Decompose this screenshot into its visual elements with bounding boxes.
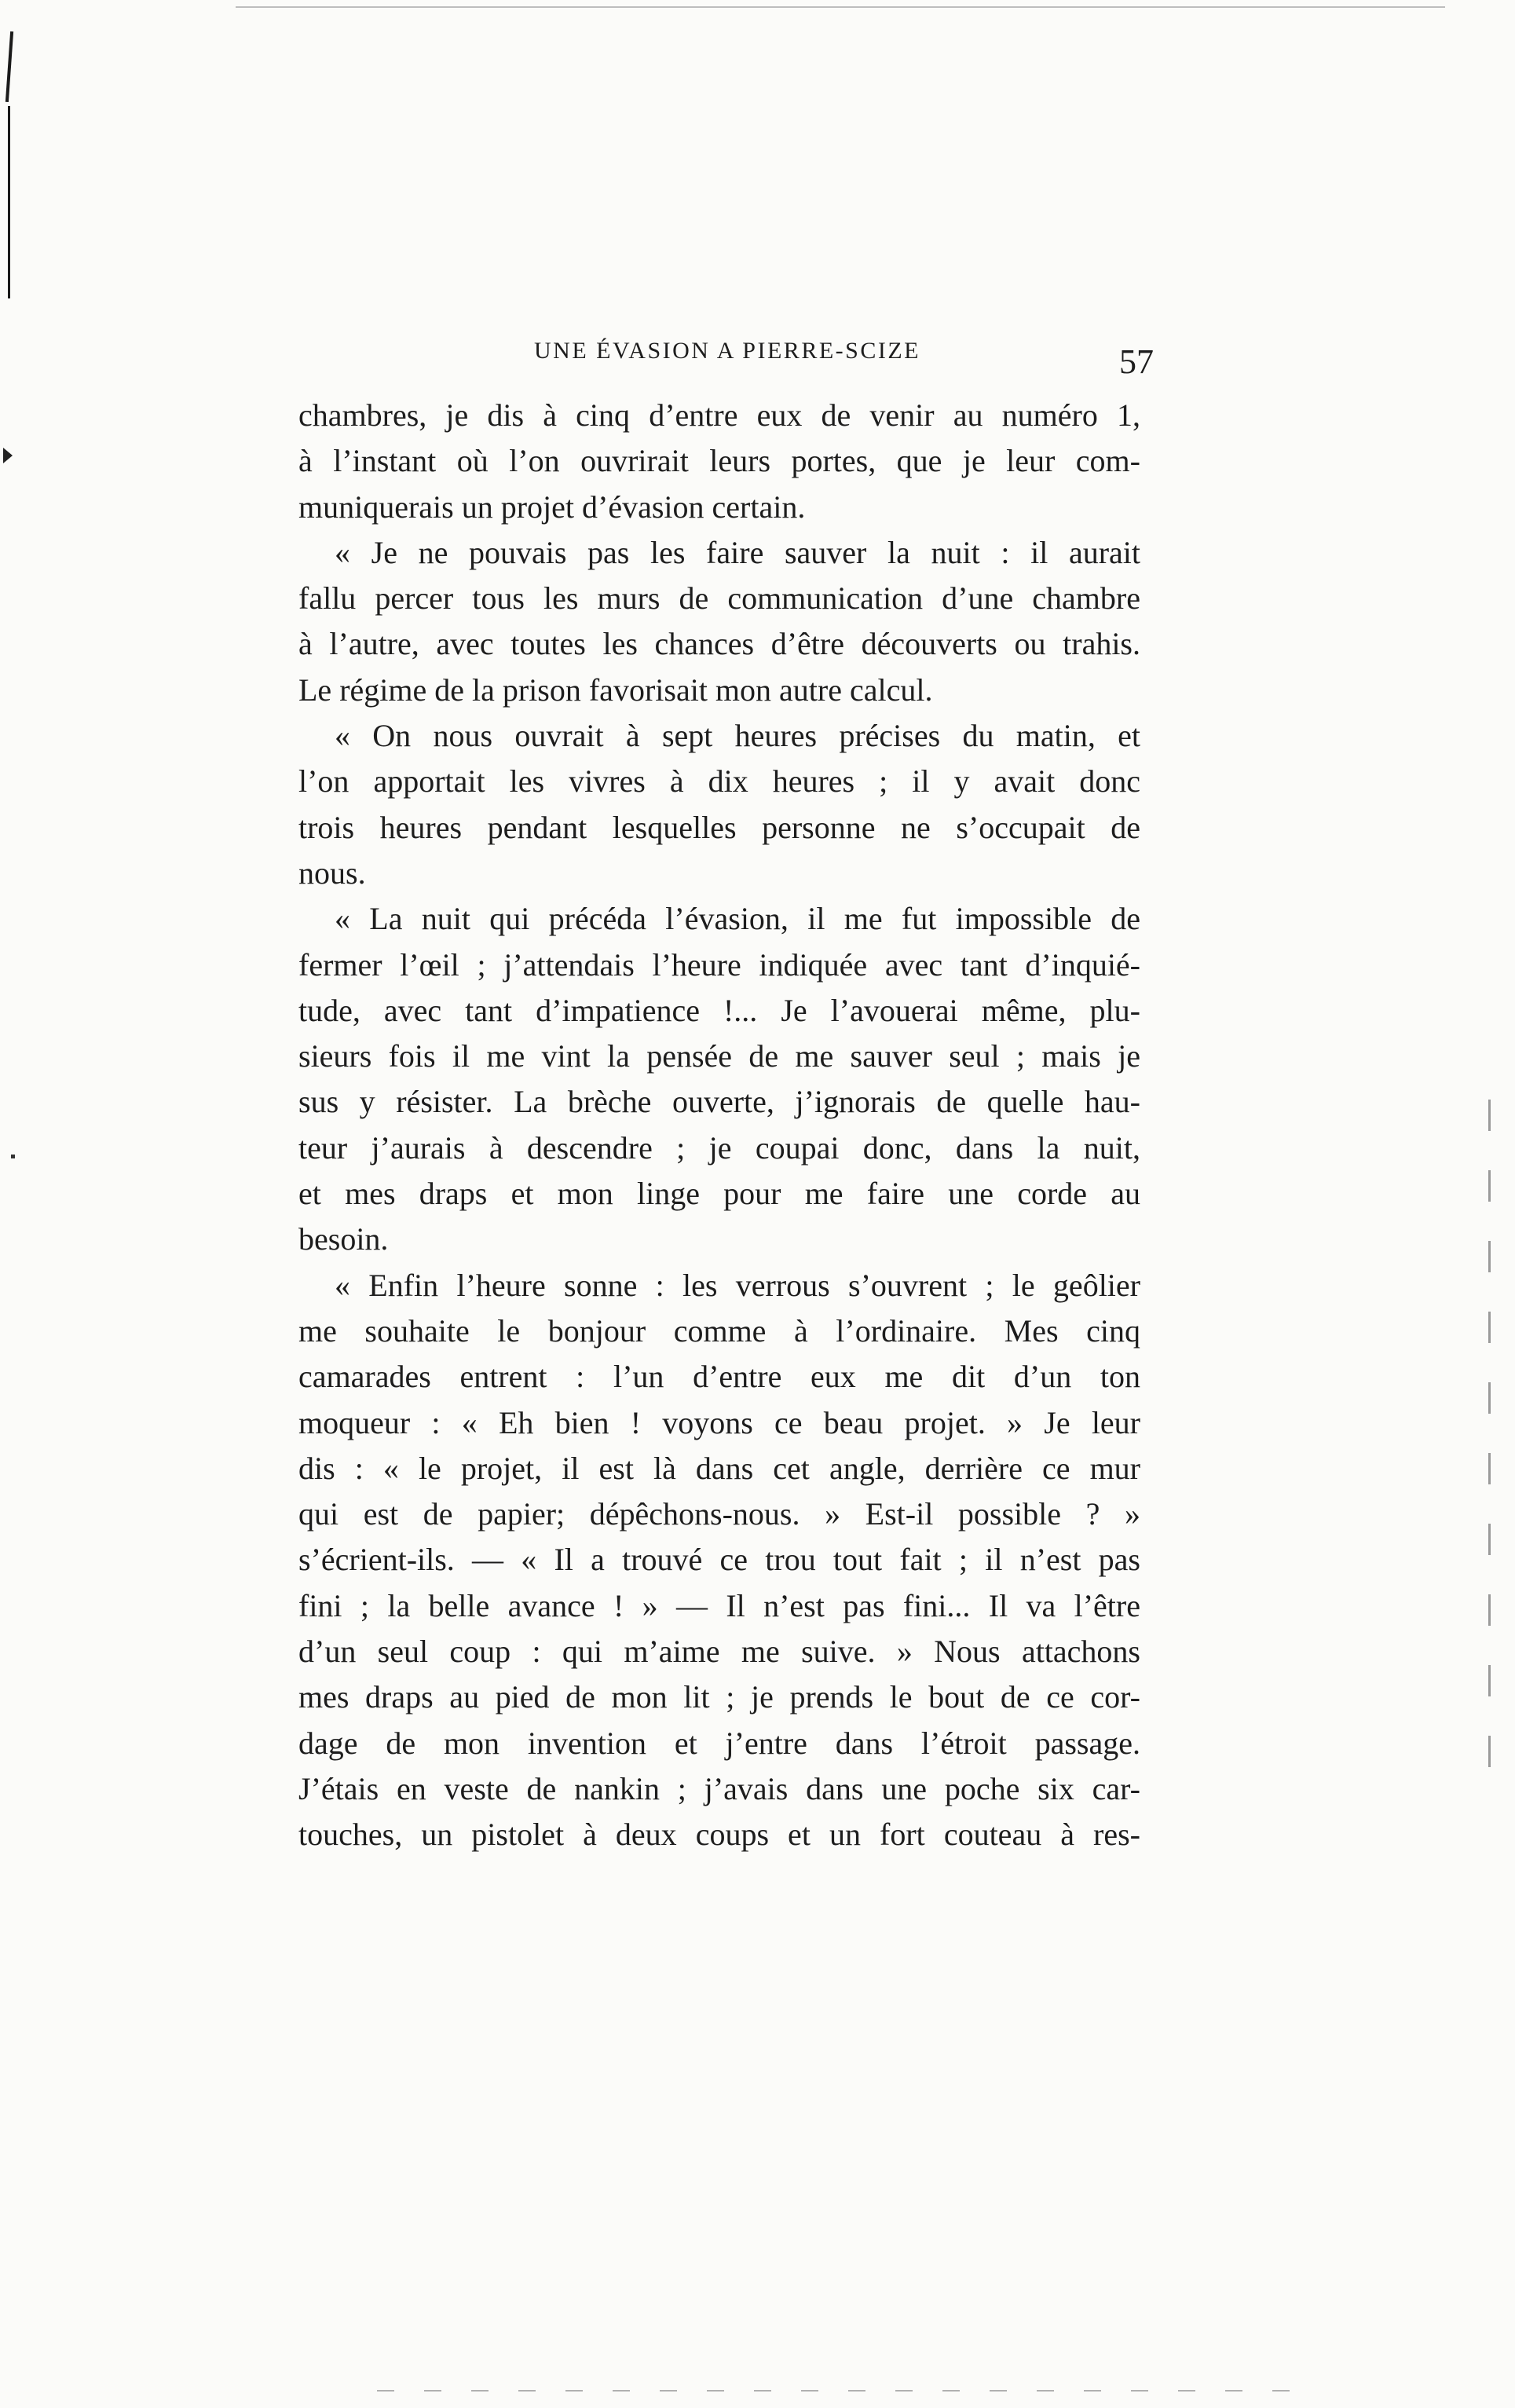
text-line: mes draps au pied de mon lit ; je prends le bout de ce cor-: [298, 1679, 1140, 1715]
text-line: tude, avec tant d’impatience !... Je l’avouerai même, plu-: [298, 992, 1140, 1028]
text-line: « On nous ouvrait à sept heures précises du matin, et: [335, 718, 1140, 754]
scan-right-edge: [1488, 1100, 1491, 1806]
margin-dot: [11, 1155, 15, 1158]
text-line: « Enfin l’heure sonne : les verrous s’ouvrent ; le geôlier: [335, 1267, 1140, 1303]
page-number: 57: [1119, 342, 1154, 381]
text-line: l’on apportait les vivres à dix heures ; il y avait donc: [298, 763, 1140, 800]
text-line: d’un seul coup : qui m’aime me suive. » Nous attachons: [298, 1634, 1140, 1670]
text-line: besoin.: [298, 1221, 389, 1257]
text-line: nous.: [298, 855, 366, 891]
text-line: me souhaite le bonjour comme à l’ordinaire. Mes cinq: [298, 1312, 1140, 1349]
text-line: à l’autre, avec toutes les chances d’être découverts ou trahis.: [298, 626, 1140, 662]
text-line: s’écrient-ils. — « Il a trouvé ce trou tout fait ; il n’est pas: [298, 1542, 1140, 1578]
text-line: moqueur : « Eh bien ! voyons ce beau projet. » Je leur: [298, 1404, 1140, 1440]
running-title: UNE ÉVASION A PIERRE-SCIZE: [534, 338, 920, 364]
text-line: chambres, je dis à cinq d’entre eux de venir au numéro 1,: [298, 397, 1140, 433]
text-line: dis : « le projet, il est là dans cet angle, derrière ce mur: [298, 1450, 1140, 1486]
text-line: « Je ne pouvais pas les faire sauver la nuit : il aurait: [335, 534, 1140, 570]
text-line: dage de mon invention et j’entre dans l’étroit passage.: [298, 1725, 1140, 1761]
text-line: à l’instant où l’on ouvrirait leurs portes, que je leur com-: [298, 443, 1140, 479]
text-line: « La nuit qui précéda l’évasion, il me fut impossible de: [335, 901, 1140, 937]
text-line: muniquerais un projet d’évasion certain.: [298, 489, 806, 525]
scan-top-edge: [236, 6, 1445, 8]
text-line: fini ; la belle avance ! » — Il n’est pas fini... Il va l’être: [298, 1587, 1140, 1623]
text-line: qui est de papier; dépêchons-nous. » Est-il possible ? »: [298, 1496, 1140, 1532]
text-line: sus y résister. La brèche ouverte, j’ignorais de quelle hau-: [298, 1084, 1140, 1120]
body-text: [298, 393, 1140, 1858]
text-line: J’étais en veste de nankin ; j’avais dans une poche six car-: [298, 1770, 1140, 1806]
text-line: sieurs fois il me vint la pensée de me sauver seul ; mais je: [298, 1038, 1140, 1074]
margin-arrow-icon: [3, 448, 13, 463]
text-line: fallu percer tous les murs de communication d’une chambre: [298, 580, 1140, 617]
text-line: trois heures pendant lesquelles personne ne s’occupait de: [298, 809, 1140, 845]
scan-margin-mark: [5, 31, 13, 102]
text-line: fermer l’œil ; j’attendais l’heure indiquée avec tant d’inquié-: [298, 946, 1140, 983]
text-line: teur j’aurais à descendre ; je coupai donc, dans la nuit,: [298, 1129, 1140, 1166]
text-line: et mes draps et mon linge pour me faire une corde au: [298, 1176, 1140, 1212]
text-line: Le régime de la prison favorisait mon autre calcul.: [298, 672, 933, 708]
scan-bottom-edge: [377, 2390, 1319, 2392]
text-line: touches, un pistolet à deux coups et un fort couteau à res-: [298, 1817, 1140, 1853]
scan-margin-mark: [8, 106, 10, 298]
text-line: camarades entrent : l’un d’entre eux me dit d’un ton: [298, 1359, 1140, 1395]
